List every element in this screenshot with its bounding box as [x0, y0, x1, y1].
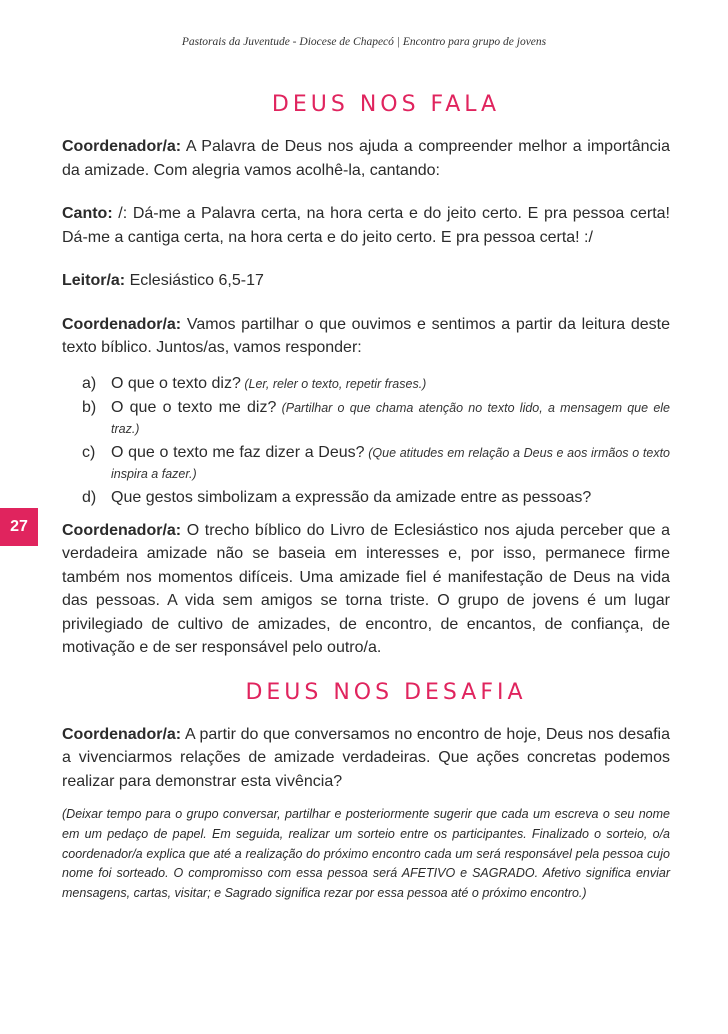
speaker-label: Coordenador/a:: [62, 725, 182, 743]
paragraph-text: O trecho bíblico do Livro de Eclesiástico nos ajuda perceber que a verdadeira amizade não se baseia em interesses e, por isso, permanece firme também nos momentos difíceis. Uma amizade fiel é manifestação de Deus na vida das pessoas. A vida sem amigos se torna triste. O grupo de jovens é um lugar privilegiado de cultivo de amizades, de encontro, de encantos, de confiança, de motivação e de ser responsável pelo outro/a.: [62, 521, 670, 656]
paragraph-text: A partir do que conversamos no encontro de hoje, Deus nos desafia a vivenciarmos relações de amizade verdadeiras. Que ações concretas podemos realizar para demonstrar esta vivência?: [62, 725, 670, 790]
speaker-label: Coordenador/a:: [62, 315, 182, 333]
question-letter: a): [82, 374, 97, 392]
paragraph-coordenador-partilha: [62, 313, 670, 360]
question-list: [62, 374, 670, 509]
question-hint: (Partilhar o que chama atenção no texto lido, a mensagem que ele traz.): [111, 401, 670, 436]
question-text: O que o texto me faz dizer a Deus?: [111, 444, 365, 461]
paragraph-text: A Palavra de Deus nos ajuda a compreender melhor a importância da amizade. Com alegria vamos acolhê-la, cantando:: [62, 138, 670, 179]
speaker-label: Canto:: [62, 205, 113, 222]
paragraph-text: Eclesiástico 6,5-17: [125, 272, 264, 289]
page-content: [62, 92, 670, 904]
section-title-deus-nos-desafia: DEUS NOS DESAFIA: [245, 679, 527, 705]
question-hint: (Que atitudes em relação a Deus e aos irmãos o texto inspira a fazer.): [111, 446, 670, 481]
question-text: O que o texto diz?: [111, 374, 241, 392]
question-item: [82, 374, 670, 395]
question-hint: (Ler, reler o texto, repetir frases.): [240, 376, 427, 391]
question-letter: d): [82, 489, 97, 506]
paragraph-coordenador-reflexao: [62, 519, 670, 660]
paragraph-text: Vamos partilhar o que ouvimos e sentimos a partir da leitura deste texto bíblico. Juntos/as, vamos responder:: [62, 315, 670, 356]
page-number-badge: 27: [0, 508, 38, 546]
paragraph-text: /: Dá-me a Palavra certa, na hora certa e do jeito certo. E pra pessoa certa! Dá-me a cantiga certa, na hora certa e do jeito certo. E pra pessoa certa! :/: [62, 205, 670, 246]
paragraph-canto: [62, 202, 670, 249]
speaker-label: Leitor/a:: [62, 272, 126, 289]
question-item: [82, 398, 670, 439]
question-item: [82, 443, 670, 484]
speaker-label: Coordenador/a:: [62, 138, 182, 155]
running-header: Pastorais da Juventude - Diocese de Chapecó | Encontro para grupo de jovens: [181, 36, 547, 48]
paragraph-coordenador-desafio: [62, 723, 670, 794]
question-item: [82, 488, 670, 509]
speaker-label: Coordenador/a:: [62, 521, 182, 539]
question-text: Que gestos simbolizam a expressão da amizade entre as pessoas?: [111, 489, 592, 506]
paragraph-leitor: [62, 269, 670, 293]
section-title-deus-nos-fala: DEUS NOS FALA: [271, 92, 501, 117]
question-text: O que o texto me diz?: [111, 399, 277, 416]
instructions-note: (Deixar tempo para o grupo conversar, partilhar e posteriormente sugerir que cada um escreva o seu nome em um pedaço de papel. Em seguida, realizar um sorteio entre os participantes. Finalizado o sorteio, o/a coordenador/a explica que até a realização do próximo encontro cada um será responsável pela pessoa cujo nome foi sorteado. O compromisso com essa pessoa será AFETIVO e SAGRADO. Afetivo significa enviar mensagens, cartas, visitar; e Sagrado significa rezar por essa pessoa até o próximo encontro.): [62, 807, 670, 901]
question-letter: b): [82, 399, 97, 416]
paragraph-coordenador-intro: [62, 135, 670, 182]
question-letter: c): [82, 444, 96, 461]
